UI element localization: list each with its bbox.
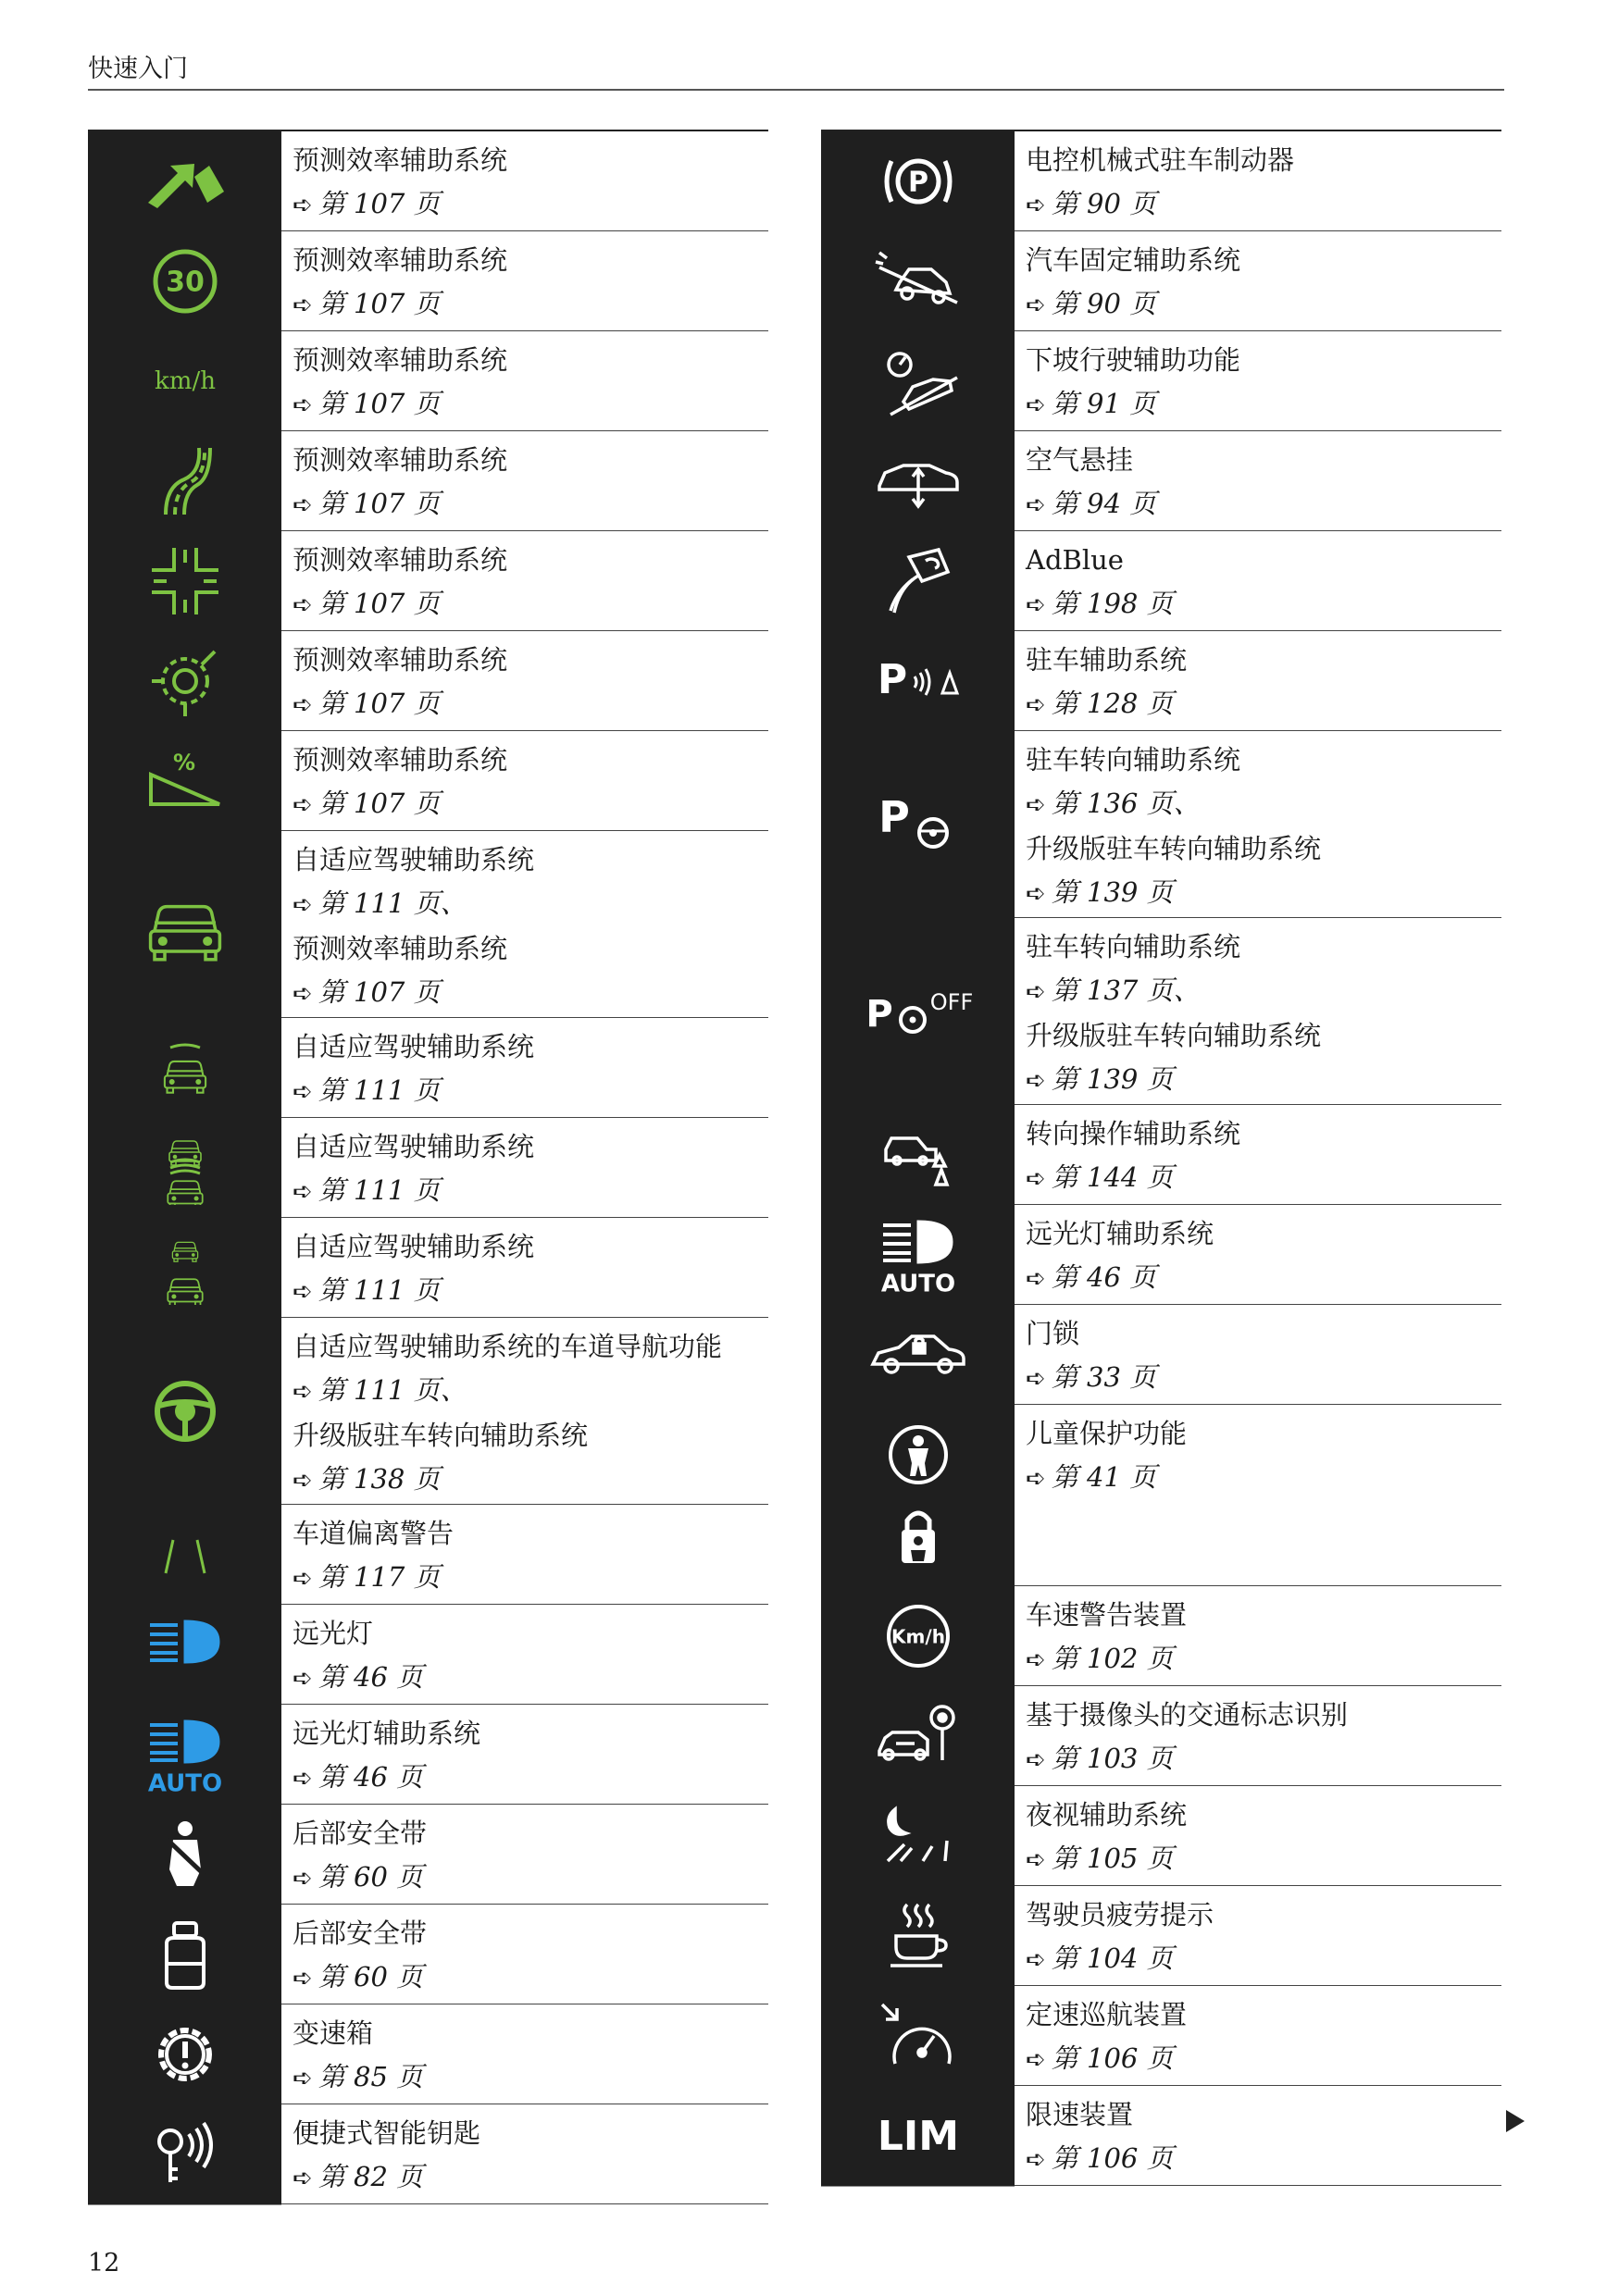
symbol-row	[88, 2004, 768, 2104]
car-distance-2-icon	[88, 1118, 281, 1219]
function-name: 后部安全带	[293, 1818, 428, 1849]
symbol-description	[1015, 231, 1501, 330]
page-reference-text: 第 138 页	[318, 1463, 441, 1495]
page-reference-link[interactable]	[1026, 1256, 1501, 1301]
reference-arrow-icon: ➪	[293, 691, 313, 719]
high-beam-auto-icon	[88, 1705, 281, 1806]
page-reference-link[interactable]	[1026, 2037, 1501, 2082]
symbol-row	[821, 331, 1501, 431]
car-distance-1-icon	[88, 1018, 281, 1119]
reference-arrow-icon: ➪	[1026, 978, 1046, 1006]
symbol-row	[88, 1118, 768, 1218]
symbol-row	[88, 331, 768, 431]
page-reference-link[interactable]	[293, 482, 768, 527]
page-reference-link[interactable]	[293, 1556, 768, 1601]
page-reference-text: 第 82 页	[318, 2161, 424, 2192]
page-reference-link[interactable]	[293, 1169, 768, 1214]
symbol-description	[281, 1318, 768, 1504]
function-name: 自适应驾驶辅助系统	[293, 1031, 535, 1062]
symbol-description	[281, 1805, 768, 1904]
symbol-row	[821, 231, 1501, 331]
reference-arrow-icon: ➪	[1026, 1646, 1046, 1674]
symbol-description	[1015, 1986, 1501, 2085]
page-reference-link[interactable]	[1026, 969, 1501, 1014]
page-reference-link[interactable]	[293, 582, 768, 627]
function-name: 预测效率辅助系统	[293, 544, 508, 576]
reference-arrow-icon: ➪	[1026, 292, 1046, 319]
page-reference-text: 第 46 页	[318, 1661, 424, 1693]
reference-arrow-icon: ➪	[293, 1178, 313, 1206]
gearbox-warning-icon	[88, 2004, 281, 2105]
symbol-description	[281, 1705, 768, 1804]
page-reference-link[interactable]	[1026, 482, 1501, 527]
air-suspension-icon	[821, 431, 1015, 532]
function-name: 定速巡航装置	[1026, 1999, 1188, 2030]
reference-arrow-icon: ➪	[1026, 192, 1046, 219]
svg-text:P: P	[907, 166, 928, 199]
function-name: 车速警告装置	[1026, 1599, 1188, 1631]
function-name: 驻车转向辅助系统	[1026, 931, 1241, 962]
page-reference-link[interactable]	[1026, 282, 1501, 328]
function-name: 远光灯辅助系统	[293, 1718, 481, 1749]
steering-evasive-icon	[821, 1105, 1015, 1206]
reference-arrow-icon: ➪	[293, 2065, 313, 2092]
function-name: 夜视辅助系统	[1026, 1799, 1188, 1831]
kmh-icon	[88, 331, 281, 432]
page-reference-link[interactable]	[293, 282, 768, 328]
page-reference-text: 第 41 页	[1051, 1461, 1157, 1493]
function-name: 车道偏离警告	[293, 1518, 455, 1549]
page-reference-link[interactable]	[1026, 1937, 1501, 1982]
symbol-row	[88, 1805, 768, 1905]
function-name: 远光灯辅助系统	[1026, 1218, 1214, 1249]
reference-arrow-icon: ➪	[1026, 1365, 1046, 1393]
symbol-description	[281, 531, 768, 630]
symbol-description	[281, 831, 768, 1017]
page-reference-text: 第 144 页	[1051, 1161, 1174, 1193]
reference-arrow-icon: ➪	[1026, 1465, 1046, 1493]
page-reference-text: 第 117 页	[318, 1561, 441, 1593]
page-reference-link[interactable]	[1026, 2137, 1501, 2182]
roundabout-icon	[88, 631, 281, 732]
reference-arrow-icon: ➪	[1026, 1946, 1046, 1974]
symbol-description	[1015, 631, 1501, 730]
reference-arrow-icon: ➪	[293, 1665, 313, 1693]
page-reference-text: 第 111 页	[318, 1174, 441, 1206]
predictive-car-arrow-icon	[88, 131, 281, 232]
page-reference-text: 第 103 页	[1051, 1743, 1174, 1774]
symbol-row	[88, 231, 768, 331]
traffic-sign-icon	[821, 1686, 1015, 1787]
symbol-row	[821, 431, 1501, 531]
svg-text:30: 30	[165, 266, 205, 299]
function-name: 升级版驻车转向辅助系统	[293, 1420, 589, 1451]
function-name: 预测效率辅助系统	[293, 933, 508, 964]
page-reference-link[interactable]	[293, 1269, 768, 1314]
reference-arrow-icon: ➪	[293, 791, 313, 819]
symbol-row	[88, 1505, 768, 1605]
page-reference-text: 第 90 页	[1051, 188, 1157, 219]
symbol-row	[821, 531, 1501, 631]
reference-arrow-icon: ➪	[1026, 391, 1046, 419]
page-reference-text: 第 102 页	[1051, 1643, 1174, 1674]
page-reference-link[interactable]	[293, 182, 768, 228]
reference-arrow-icon: ➪	[293, 391, 313, 419]
curve-road-icon	[88, 431, 281, 532]
page-header: 快速入门	[88, 55, 188, 83]
hill-hold-icon	[821, 231, 1015, 332]
function-name: 变速箱	[293, 2017, 374, 2049]
symbol-description	[281, 1905, 768, 2004]
symbol-row	[821, 1105, 1501, 1205]
reference-arrow-icon: ➪	[293, 980, 313, 1008]
page-reference-text: 第 198 页	[1051, 588, 1174, 619]
page-reference-link[interactable]	[1026, 382, 1501, 428]
page-reference-link[interactable]	[293, 971, 768, 1016]
page-reference-link[interactable]	[293, 382, 768, 428]
function-name: 升级版驻车转向辅助系统	[1026, 833, 1322, 864]
page-reference-link[interactable]	[293, 1855, 768, 1901]
parking-assist-icon	[821, 631, 1015, 732]
reference-arrow-icon: ➪	[1026, 1067, 1046, 1095]
symbol-description	[281, 231, 768, 330]
page-reference-text: 第 94 页	[1051, 488, 1157, 519]
reference-arrow-icon: ➪	[293, 491, 313, 519]
reference-arrow-icon: ➪	[1026, 591, 1046, 619]
page-reference-link[interactable]	[1026, 1356, 1501, 1401]
symbol-row	[821, 918, 1501, 1105]
symbol-description	[281, 2004, 768, 2104]
symbol-description	[1015, 131, 1501, 230]
reference-arrow-icon: ➪	[293, 292, 313, 319]
symbol-description	[1015, 1686, 1501, 1785]
page-reference-text: 第 85 页	[318, 2061, 424, 2092]
page-reference-link[interactable]	[293, 1369, 768, 1414]
svg-text:Km/h: Km/h	[890, 1625, 945, 1648]
symbol-row	[821, 1986, 1501, 2086]
lane-lines-icon	[88, 1505, 281, 1606]
function-name: AdBlue	[1026, 544, 1124, 576]
page-reference-text: 第 105 页	[1051, 1843, 1174, 1874]
intersection-icon	[88, 531, 281, 632]
function-name: 自适应驾驶辅助系统	[293, 844, 535, 875]
symbol-row	[821, 1205, 1501, 1305]
page-reference-text: 第 60 页	[318, 1961, 424, 1992]
reference-arrow-icon: ➪	[1026, 2146, 1046, 2174]
reference-arrow-icon: ➪	[1026, 491, 1046, 519]
symbol-row	[88, 1018, 768, 1118]
symbol-description	[1015, 531, 1501, 630]
symbol-description	[281, 1605, 768, 1704]
symbol-description	[281, 1505, 768, 1604]
symbol-description	[1015, 1305, 1501, 1404]
symbol-description	[1015, 1886, 1501, 1985]
function-name: 门锁	[1026, 1318, 1080, 1349]
symbol-row	[821, 731, 1501, 918]
page-reference-link[interactable]	[293, 682, 768, 727]
page-reference-text: 第 107 页	[318, 388, 441, 419]
symbol-description	[1015, 1105, 1501, 1204]
function-name: 限速装置	[1026, 2099, 1134, 2130]
page-reference-link[interactable]	[293, 2155, 768, 2201]
function-name: 自适应驾驶辅助系统	[293, 1131, 535, 1162]
page-reference-link[interactable]	[293, 782, 768, 827]
svg-text:P: P	[878, 791, 910, 842]
page-reference-link[interactable]	[293, 882, 768, 927]
symbol-description	[1015, 431, 1501, 530]
symbol-description	[281, 331, 768, 430]
function-name: 驻车辅助系统	[1026, 644, 1188, 676]
page-number: 12	[88, 2249, 120, 2277]
page-reference-link[interactable]	[293, 1458, 768, 1503]
page-reference-text: 第 136 页、	[1051, 788, 1201, 819]
limiter-icon	[821, 2086, 1015, 2187]
header-divider	[88, 89, 1504, 91]
reference-arrow-icon: ➪	[293, 591, 313, 619]
page-reference-link[interactable]	[1026, 1837, 1501, 1882]
smart-key-icon	[88, 2104, 281, 2205]
page-reference-text: 第 107 页	[318, 588, 441, 619]
reference-arrow-icon: ➪	[293, 891, 313, 919]
page-reference-text: 第 46 页	[1051, 1261, 1157, 1293]
reference-arrow-icon: ➪	[293, 1765, 313, 1793]
page-reference-link[interactable]	[293, 2055, 768, 2101]
symbol-row	[88, 131, 768, 231]
symbol-description	[1015, 2086, 1501, 2185]
reference-arrow-icon: ➪	[293, 1467, 313, 1495]
svg-text:OFF: OFF	[929, 988, 973, 1015]
function-name: 儿童保护功能	[1026, 1418, 1188, 1449]
reference-arrow-icon: ➪	[293, 192, 313, 219]
reference-arrow-icon: ➪	[293, 1565, 313, 1593]
reference-arrow-icon: ➪	[1026, 880, 1046, 908]
symbol-description	[1015, 918, 1501, 1104]
high-beam-icon	[88, 1605, 281, 1706]
page-reference-link[interactable]	[1026, 1456, 1501, 1501]
function-name: 空气悬挂	[1026, 444, 1134, 476]
door-lock-icon	[821, 1305, 1015, 1406]
symbol-row	[821, 1586, 1501, 1686]
gradient-percent-icon	[88, 731, 281, 832]
symbol-description	[281, 431, 768, 530]
downhill-assist-icon	[821, 331, 1015, 432]
reference-arrow-icon: ➪	[1026, 1846, 1046, 1874]
speed-warning-icon	[821, 1586, 1015, 1687]
function-name: 预测效率辅助系统	[293, 344, 508, 376]
svg-text:AUTO: AUTO	[880, 1270, 955, 1298]
reference-arrow-icon: ➪	[293, 2165, 313, 2192]
symbol-description	[281, 131, 768, 230]
parking-brake-icon	[821, 131, 1015, 232]
function-name: 驾驶员疲劳提示	[1026, 1899, 1214, 1930]
function-name: 汽车固定辅助系统	[1026, 244, 1241, 276]
function-name: 便捷式智能钥匙	[293, 2117, 481, 2149]
symbol-row	[88, 431, 768, 531]
page-reference-link[interactable]	[1026, 582, 1501, 627]
symbol-description	[281, 2104, 768, 2203]
function-name: 预测效率辅助系统	[293, 244, 508, 276]
function-name: 自适应驾驶辅助系统的车道导航功能	[293, 1331, 723, 1362]
page-reference-text: 第 111 页、	[318, 887, 467, 919]
function-name: 电控机械式驻车制动器	[1026, 144, 1295, 176]
symbol-description	[1015, 1586, 1501, 1685]
page-reference-text: 第 106 页	[1051, 2142, 1174, 2174]
symbol-row	[88, 1318, 768, 1505]
symbol-description	[281, 731, 768, 830]
page-reference-link[interactable]	[293, 1069, 768, 1114]
symbol-row	[821, 2086, 1501, 2186]
cruise-control-icon	[821, 1986, 1015, 2087]
page-reference-link[interactable]	[1026, 1058, 1501, 1103]
page-reference-text: 第 128 页	[1051, 688, 1174, 719]
function-name: 转向操作辅助系统	[1026, 1118, 1241, 1149]
svg-text:LIM: LIM	[877, 2112, 959, 2160]
symbol-description	[1015, 1786, 1501, 1885]
function-name: 自适应驾驶辅助系统	[293, 1231, 535, 1262]
svg-text:%: %	[172, 749, 195, 776]
high-beam-auto-icon	[821, 1205, 1015, 1306]
svg-text:km/h: km/h	[154, 366, 216, 395]
page-reference-link[interactable]	[1026, 782, 1501, 827]
adblue-icon	[821, 531, 1015, 632]
page-reference-text: 第 90 页	[1051, 288, 1157, 319]
symbol-description	[1015, 1405, 1501, 1585]
page-reference-text: 第 107 页	[318, 788, 441, 819]
page-reference-link[interactable]	[1026, 682, 1501, 727]
page-reference-text: 第 33 页	[1051, 1361, 1157, 1393]
reference-arrow-icon: ➪	[293, 1965, 313, 1992]
svg-text:AUTO: AUTO	[147, 1769, 222, 1798]
page-reference-link[interactable]	[1026, 871, 1501, 916]
reference-arrow-icon: ➪	[1026, 691, 1046, 719]
page-reference-text: 第 107 页	[318, 688, 441, 719]
reference-arrow-icon: ➪	[1026, 1265, 1046, 1293]
symbol-description	[1015, 731, 1501, 917]
page-reference-text: 第 111 页	[318, 1274, 441, 1306]
symbol-row	[88, 731, 768, 831]
right-symbol-table	[821, 130, 1501, 2186]
page-reference-text: 第 111 页	[318, 1074, 441, 1106]
symbol-description	[281, 1118, 768, 1217]
reference-arrow-icon: ➪	[1026, 1746, 1046, 1774]
function-name: 预测效率辅助系统	[293, 144, 508, 176]
symbol-row	[821, 1305, 1501, 1405]
child-safety-icon	[821, 1405, 1015, 1587]
speed-limit-30-icon	[88, 231, 281, 332]
page-reference-text: 第 107 页	[318, 976, 441, 1008]
symbol-row	[821, 631, 1501, 731]
next-page-arrow-icon	[1506, 2110, 1525, 2132]
reference-arrow-icon: ➪	[1026, 1165, 1046, 1193]
page-reference-link[interactable]	[293, 1656, 768, 1701]
parking-steer-off-icon	[821, 918, 1015, 1106]
symbol-row	[88, 1705, 768, 1805]
page-reference-text: 第 139 页	[1051, 1063, 1174, 1095]
rear-seatbelt-icon	[88, 1905, 281, 2005]
reference-arrow-icon: ➪	[293, 1865, 313, 1893]
symbol-row	[88, 531, 768, 631]
function-name: 基于摄像头的交通标志识别	[1026, 1699, 1349, 1731]
page-reference-text: 第 107 页	[318, 188, 441, 219]
page-reference-link[interactable]	[1026, 182, 1501, 228]
symbol-row	[821, 131, 1501, 231]
reference-arrow-icon: ➪	[293, 1278, 313, 1306]
function-name: 升级版驻车转向辅助系统	[1026, 1020, 1322, 1051]
symbol-description	[1015, 1205, 1501, 1304]
symbol-description	[281, 631, 768, 730]
symbol-description	[281, 1018, 768, 1117]
page-reference-text: 第 91 页	[1051, 388, 1157, 419]
symbol-row	[88, 831, 768, 1018]
car-front-icon	[88, 831, 281, 1019]
page-reference-text: 第 46 页	[318, 1761, 424, 1793]
function-name: 下坡行驶辅助功能	[1026, 344, 1241, 376]
svg-text:P: P	[865, 992, 893, 1036]
car-distance-3-icon	[88, 1218, 281, 1319]
steering-wheel-icon	[88, 1318, 281, 1506]
reference-arrow-icon: ➪	[1026, 791, 1046, 819]
function-name: 后部安全带	[293, 1917, 428, 1949]
page-reference-link[interactable]	[1026, 1737, 1501, 1782]
seatbelt-icon	[88, 1805, 281, 1905]
svg-text:P: P	[877, 655, 907, 703]
page-reference-text: 第 107 页	[318, 488, 441, 519]
function-name: 预测效率辅助系统	[293, 444, 508, 476]
function-name: 预测效率辅助系统	[293, 744, 508, 776]
page-reference-link[interactable]	[293, 1756, 768, 1801]
left-symbol-table	[88, 130, 768, 2204]
page-reference-text: 第 137 页、	[1051, 974, 1201, 1006]
page-reference-text: 第 107 页	[318, 288, 441, 319]
page-reference-text: 第 106 页	[1051, 2042, 1174, 2074]
symbol-row	[821, 1686, 1501, 1786]
page-reference-text: 第 139 页	[1051, 876, 1174, 908]
page-reference-link[interactable]	[1026, 1637, 1501, 1682]
function-name: 远光灯	[293, 1618, 374, 1649]
symbol-description	[281, 1218, 768, 1317]
symbol-row	[88, 1905, 768, 2004]
parking-steer-icon	[821, 731, 1015, 919]
page-reference-text: 第 111 页、	[318, 1374, 467, 1406]
night-vision-icon	[821, 1786, 1015, 1887]
symbol-row	[88, 1218, 768, 1318]
reference-arrow-icon: ➪	[1026, 2046, 1046, 2074]
page-reference-link[interactable]	[293, 1955, 768, 2001]
page-reference-text: 第 104 页	[1051, 1942, 1174, 1974]
symbol-description	[1015, 331, 1501, 430]
symbol-row	[88, 2104, 768, 2204]
coffee-cup-icon	[821, 1886, 1015, 1987]
symbol-row	[88, 1605, 768, 1705]
reference-arrow-icon: ➪	[293, 1078, 313, 1106]
symbol-row	[821, 1405, 1501, 1586]
symbol-row	[821, 1786, 1501, 1886]
reference-arrow-icon: ➪	[293, 1378, 313, 1406]
page-reference-text: 第 60 页	[318, 1861, 424, 1893]
page-reference-link[interactable]	[1026, 1156, 1501, 1201]
function-name: 预测效率辅助系统	[293, 644, 508, 676]
symbol-row	[88, 631, 768, 731]
symbol-row	[821, 1886, 1501, 1986]
function-name: 驻车转向辅助系统	[1026, 744, 1241, 776]
